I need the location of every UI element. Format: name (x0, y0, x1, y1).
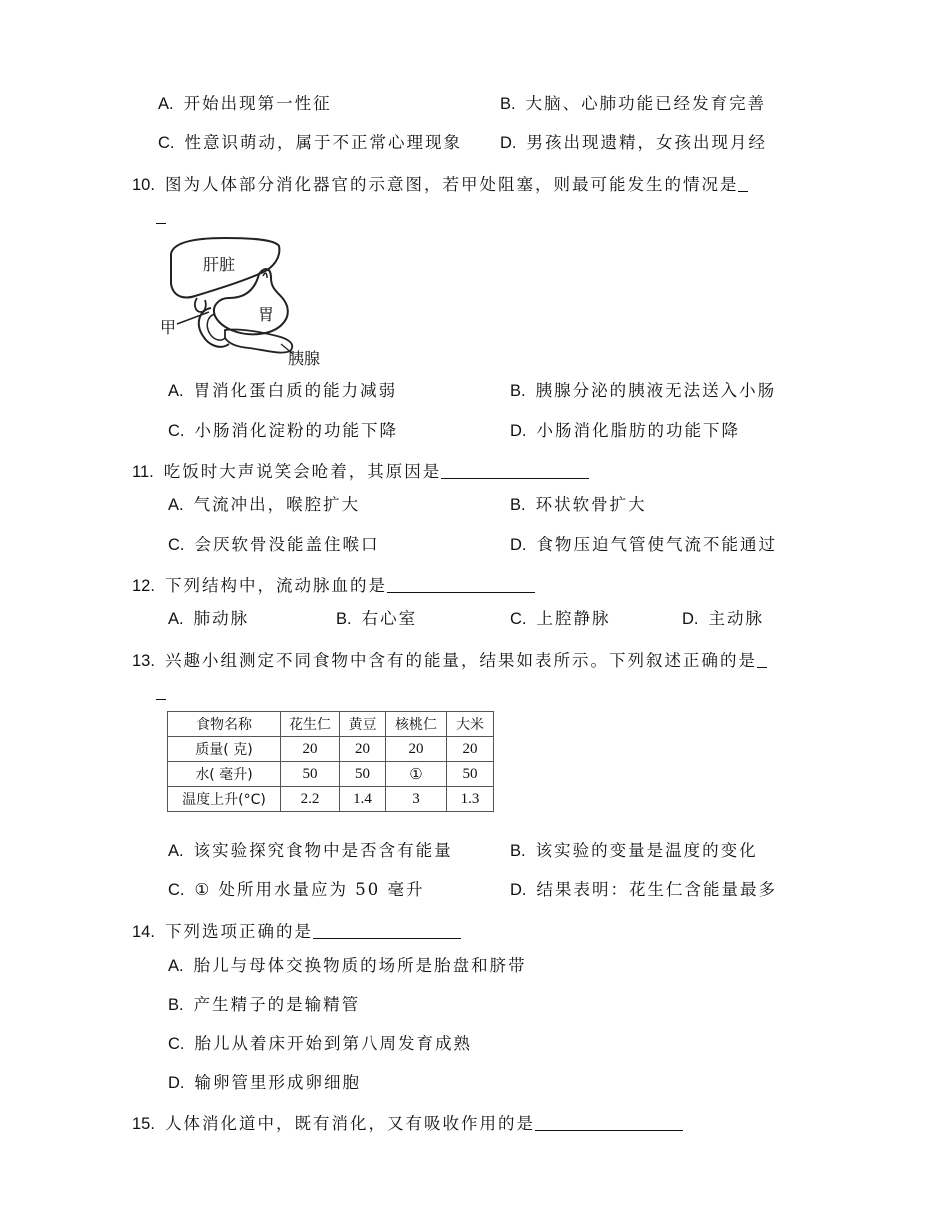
q11-option-b: B. 环状软骨扩大 (510, 495, 647, 514)
q10-stem: 10. 图为人体部分消化器官的示意图，若甲处阻塞，则最可能发生的情况是 (132, 174, 748, 196)
q13-stem: 13. 兴趣小组测定不同食物中含有的能量，结果如表所示。下列叙述正确的是 (132, 650, 767, 672)
q10-option-a: A. 胃消化蛋白质的能力减弱 (168, 381, 398, 400)
q12-option-d: D. 主动脉 (682, 609, 764, 628)
q13-option-d: D. 结果表明：花生仁含能量最多 (510, 880, 777, 899)
q9-option-d: D. 男孩出现遗精，女孩出现月经 (500, 133, 767, 152)
q10-option-d: D. 小肠消化脂肪的功能下降 (510, 421, 740, 440)
q13-option-a: A. 该实验探究食物中是否含有能量 (168, 841, 453, 860)
liver-label: 肝脏 (203, 255, 236, 274)
q14-option-d: D. 输卵管里形成卵细胞 (168, 1073, 361, 1092)
table-row: 水( 毫升) 50 50 ① 50 (168, 762, 494, 787)
answer-blank-continuation (156, 682, 166, 704)
q12-option-b: B. 右心室 (336, 609, 418, 628)
table-row: 温度上升(°C) 2.2 1.4 3 1.3 (168, 787, 494, 812)
q12-option-c: C. 上腔静脉 (510, 609, 611, 628)
q14-option-c: C. 胎儿从着床开始到第八周发育成熟 (168, 1034, 472, 1053)
q13-option-c: C. ① 处所用水量应为 50 毫升 (168, 880, 425, 899)
answer-blank-continuation (156, 206, 166, 228)
jia-label: 甲 (160, 318, 177, 337)
digestive-organs-diagram (155, 232, 335, 372)
answer-blank[interactable] (387, 574, 535, 593)
answer-blank[interactable] (313, 920, 461, 939)
answer-blank[interactable] (441, 460, 589, 479)
pancreas-label: 胰腺 (288, 349, 321, 368)
q9-option-a: A. 开始出现第一性征 (158, 94, 332, 113)
q9-option-b: B. 大脑、心肺功能已经发育完善 (500, 94, 767, 113)
q14-stem: 14. 下列选项正确的是 (132, 920, 461, 943)
q9-option-c: C. 性意识萌动，属于不正常心理现象 (158, 133, 462, 152)
q14-option-a: A. 胎儿与母体交换物质的场所是胎盘和脐带 (168, 956, 527, 975)
q10-option-c: C. 小肠消化淀粉的功能下降 (168, 421, 398, 440)
answer-blank[interactable] (738, 175, 748, 192)
q10-option-b: B. 胰腺分泌的胰液无法送入小肠 (510, 381, 777, 400)
q11-stem: 11. 吃饭时大声说笑会呛着，其原因是 (132, 460, 589, 483)
stomach-label: 胃 (258, 305, 275, 324)
food-energy-table (167, 711, 494, 812)
q12-stem: 12. 下列结构中，流动脉血的是 (132, 574, 535, 597)
answer-blank[interactable] (757, 651, 767, 668)
q14-option-b: B. 产生精子的是输精管 (168, 995, 361, 1014)
answer-blank[interactable] (535, 1112, 683, 1131)
q12-option-a: A. 肺动脉 (168, 609, 250, 628)
q11-option-a: A. 气流冲出，喉腔扩大 (168, 495, 361, 514)
q11-option-d: D. 食物压迫气管使气流不能通过 (510, 535, 777, 554)
table-header-row: 食物名称 花生仁 黄豆 核桃仁 大米 (168, 712, 494, 737)
q15-stem: 15. 人体消化道中，既有消化，又有吸收作用的是 (132, 1112, 683, 1135)
q11-option-c: C. 会厌软骨没能盖住喉口 (168, 535, 380, 554)
table-row: 质量( 克) 20 20 20 20 (168, 737, 494, 762)
q13-option-b: B. 该实验的变量是温度的变化 (510, 841, 758, 860)
